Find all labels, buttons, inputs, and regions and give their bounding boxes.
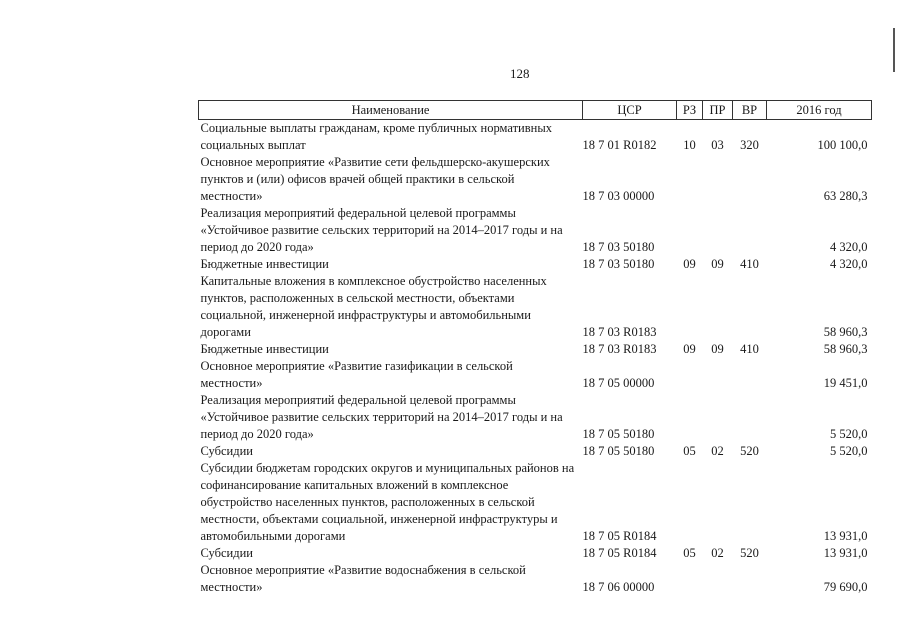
- row-rz: 10: [683, 138, 696, 152]
- row-rz: [677, 273, 703, 341]
- row-rz: 05: [683, 444, 696, 458]
- row-vr: 410: [740, 257, 759, 271]
- row-pr: [703, 562, 733, 596]
- row-sum: 13 931,0: [823, 546, 868, 560]
- header-rz: РЗ: [677, 101, 703, 120]
- row-csr: 18 7 03 R0183: [582, 342, 657, 356]
- row-rz: 05: [683, 546, 696, 560]
- row-csr: 18 7 03 R0183: [582, 325, 657, 339]
- row-sum: 100 100,0: [817, 138, 868, 152]
- row-name: Основное мероприятие «Развитие газификации в сельской местности»: [200, 359, 513, 390]
- row-name: Субсидии бюджетам городских округов и муниципальных районов на софинансирование капитальных вложений в комплексное обустройство населенных пунктов, расположенных в сельской местности, объектами социальной, инженерной инфраструктуры и автомобильными дорогами: [200, 461, 575, 543]
- row-name: Бюджетные инвестиции: [200, 257, 329, 271]
- page-number: 128: [510, 66, 530, 81]
- table-row: [199, 256, 872, 273]
- row-csr: 18 7 03 50180: [582, 257, 655, 271]
- table-row: [199, 205, 872, 256]
- row-vr: [733, 273, 767, 341]
- table-row: [199, 460, 872, 545]
- row-sum: 19 451,0: [823, 376, 868, 390]
- row-rz: [677, 205, 703, 256]
- row-rz: [677, 562, 703, 596]
- row-sum: 13 931,0: [823, 529, 868, 543]
- row-vr: 520: [740, 444, 759, 458]
- row-vr: [733, 358, 767, 392]
- row-name: Субсидии: [200, 546, 253, 560]
- row-name: Основное мероприятие «Развитие водоснабжения в сельской местности»: [200, 563, 526, 594]
- row-rz: [677, 460, 703, 545]
- table-header-row: [199, 101, 872, 120]
- row-pr: 09: [711, 257, 724, 271]
- table-row: [199, 443, 872, 460]
- row-rz: [677, 358, 703, 392]
- header-pr: ПР: [703, 101, 733, 120]
- row-name: Основное мероприятие «Развитие сети фельдшерско-акушерских пунктов и (или) офисов врачей общей практики в сельской местности»: [200, 155, 550, 203]
- row-name: Реализация мероприятий федеральной целевой программы «Устойчивое развитие сельских территорий на 2014–2017 годы и на период до 2020 года»: [200, 206, 563, 254]
- row-vr: [733, 205, 767, 256]
- row-csr: 18 7 05 R0184: [582, 529, 657, 543]
- row-vr: [733, 392, 767, 443]
- table-row: [199, 154, 872, 205]
- table-row: [199, 273, 872, 341]
- row-pr: [703, 392, 733, 443]
- table-row: [199, 392, 872, 443]
- row-vr: 410: [740, 342, 759, 356]
- row-rz: [677, 154, 703, 205]
- row-name: Субсидии: [200, 444, 253, 458]
- row-rz: [677, 392, 703, 443]
- row-pr: 09: [711, 342, 724, 356]
- row-csr: 18 7 05 50180: [582, 444, 655, 458]
- row-sum: 63 280,3: [823, 189, 868, 203]
- row-name: Бюджетные инвестиции: [200, 342, 329, 356]
- row-rz: 09: [683, 342, 696, 356]
- row-name: Реализация мероприятий федеральной целевой программы «Устойчивое развитие сельских территорий на 2014–2017 годы и на период до 2020 года»: [200, 393, 563, 441]
- row-csr: 18 7 05 50180: [582, 427, 655, 441]
- table-row: [199, 562, 872, 596]
- row-sum: 4 320,0: [830, 240, 868, 254]
- row-pr: [703, 273, 733, 341]
- row-sum: 58 960,3: [823, 325, 868, 339]
- table-row: [199, 341, 872, 358]
- row-vr: [733, 460, 767, 545]
- row-vr: 320: [740, 138, 759, 152]
- row-pr: [703, 460, 733, 545]
- row-pr: [703, 154, 733, 205]
- row-csr: 18 7 01 R0182: [582, 138, 657, 152]
- row-csr: 18 7 03 50180: [582, 240, 655, 254]
- row-vr: 520: [740, 546, 759, 560]
- margin-mark: [893, 28, 895, 72]
- table-row: [199, 358, 872, 392]
- row-pr: 02: [711, 444, 724, 458]
- row-vr: [733, 154, 767, 205]
- table-row: [199, 120, 872, 155]
- budget-table: [198, 100, 872, 596]
- header-csr: ЦСР: [583, 101, 677, 120]
- row-rz: 09: [683, 257, 696, 271]
- header-name: Наименование: [199, 101, 583, 120]
- row-sum: 79 690,0: [823, 580, 868, 594]
- row-pr: [703, 358, 733, 392]
- row-pr: 03: [711, 138, 724, 152]
- row-sum: 4 320,0: [830, 257, 868, 271]
- row-name: Социальные выплаты гражданам, кроме публичных нормативных социальных выплат: [200, 121, 552, 152]
- row-pr: [703, 205, 733, 256]
- table-row: [199, 545, 872, 562]
- row-sum: 5 520,0: [830, 444, 868, 458]
- row-pr: 02: [711, 546, 724, 560]
- row-name: Капитальные вложения в комплексное обустройство населенных пунктов, расположенных в сельской местности, объектами социальной, инженерной инфраструктуры и автомобильными дорогами: [200, 274, 547, 339]
- row-vr: [733, 562, 767, 596]
- row-csr: 18 7 05 R0184: [582, 546, 657, 560]
- row-sum: 5 520,0: [830, 427, 868, 441]
- header-year: 2016 год: [767, 101, 872, 120]
- row-csr: 18 7 06 00000: [582, 580, 655, 594]
- header-vr: ВР: [733, 101, 767, 120]
- row-csr: 18 7 03 00000: [582, 189, 655, 203]
- row-sum: 58 960,3: [823, 342, 868, 356]
- row-csr: 18 7 05 00000: [582, 376, 655, 390]
